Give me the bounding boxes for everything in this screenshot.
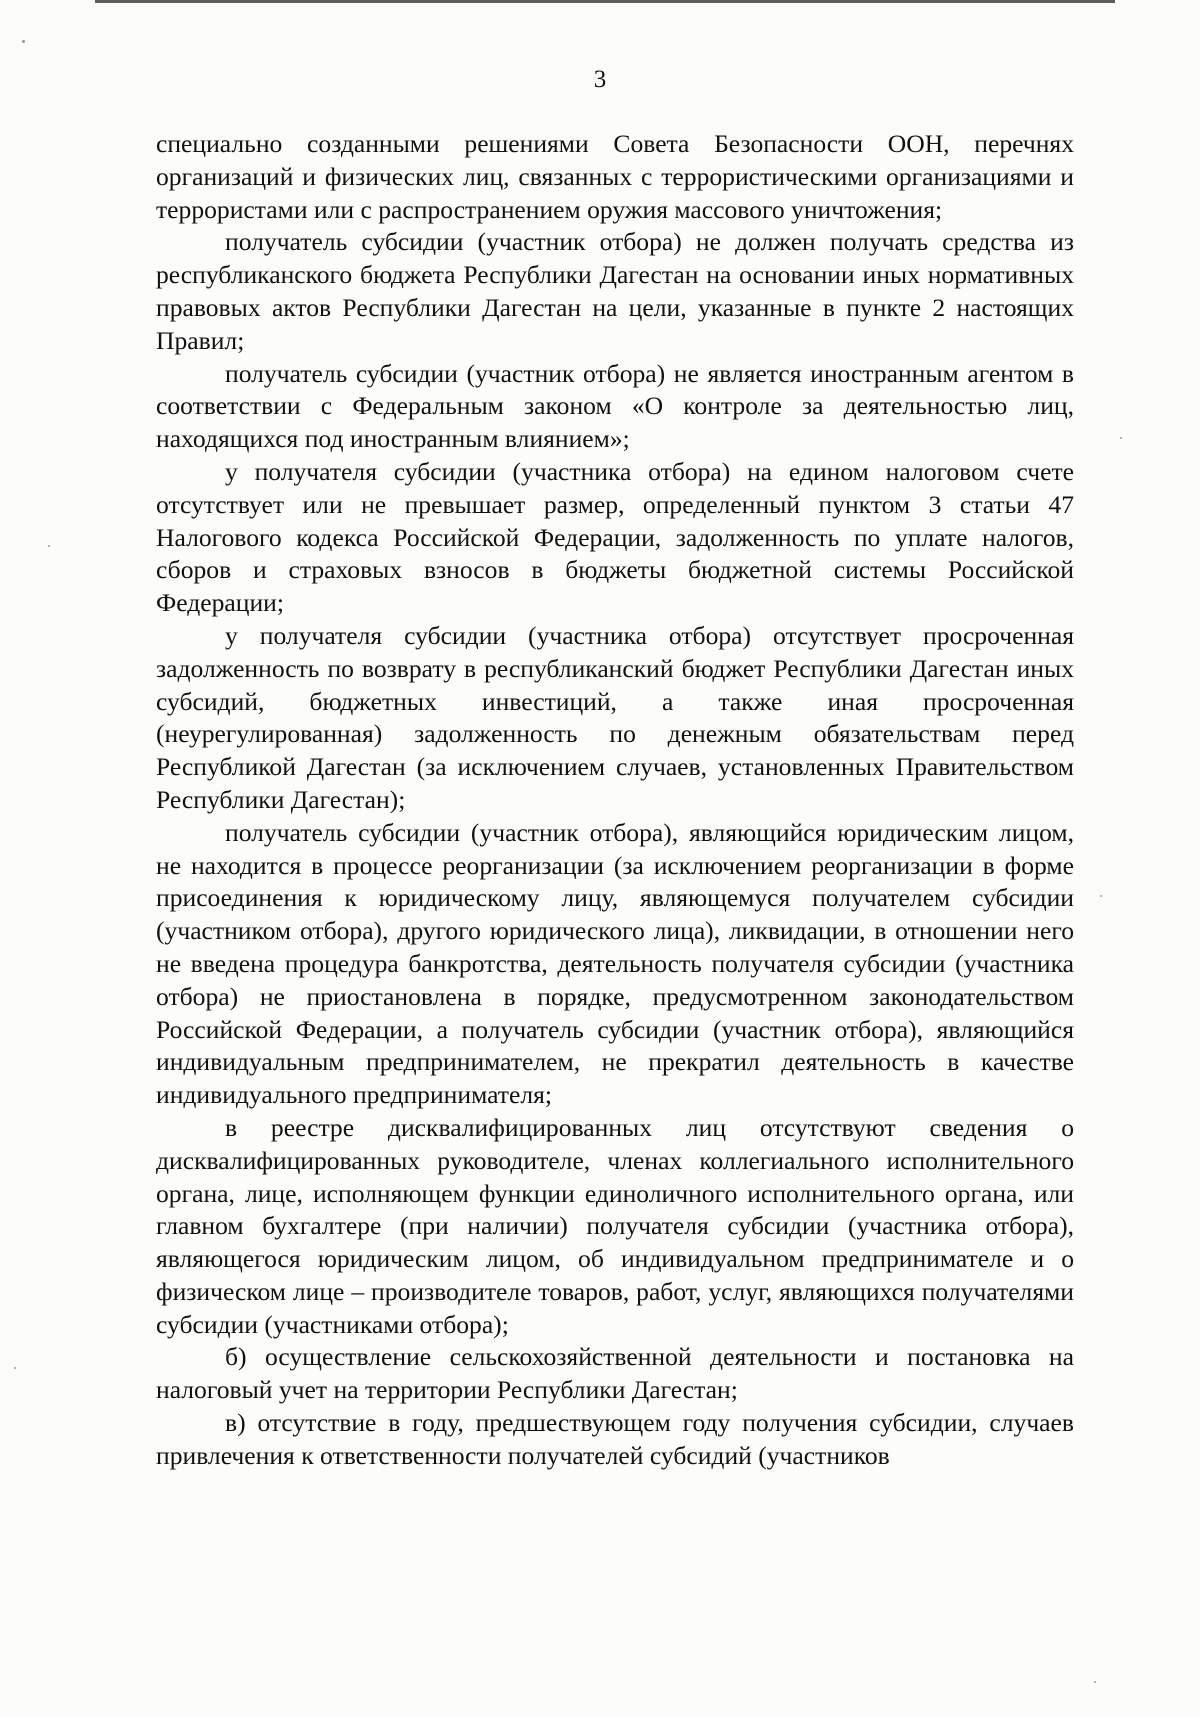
paragraph: в реестре дисквалифицированных лиц отсутствуют сведения о дисквалифицированных руководителе, членах коллегиального исполнительного органа, лице, исполняющем функции единоличного исполнительного органа, или главном бухгалтере (при наличии) получателя субсидии (участника отбора), являющегося юридическим лицом, об индивидуальном предпринимателе и о физическом лице – производителе товаров, работ, услуг, являющихся получателями субсидии (участниками отбора); (156, 1112, 1074, 1339)
paragraph: получатель субсидии (участник отбора) не должен получать средства из республиканского бюджета Республики Дагестан на основании иных нормативных правовых актов Республики Дагестан на цели, указанные в пункте 2 настоящих Правил; (156, 227, 1074, 355)
paragraph: у получателя субсидии (участника отбора) на едином налоговом счете отсутствует или не превышает размер, определенный пунктом 3 статьи 47 Налогового кодекса Российской Федерации, задолженность по уплате налогов, сборов и страховых взносов в бюджеты бюджетной системы Российской Федерации; (156, 456, 1074, 618)
scan-speck (48, 545, 50, 547)
scan-speck (1120, 437, 1122, 439)
paragraph: получатель субсидии (участник отбора), являющийся юридическим лицом, не находится в процессе реорганизации (за исключением реорганизации в форме присоединения к юридическому лицу, являющемуся получателем субсидии (участником отбора), другого юридического лица), ликвидации, в отношении него не введена процедура банкротства, деятельность получателя субсидии (участника отбора) не приостановлена в порядке, предусмотренном законодательством Российской Федерации, а получатель субсидии (участник отбора), являющийся индивидуальным предпринимателем, не прекратил деятельность в качестве индивидуального предпринимателя; (156, 817, 1074, 1110)
scan-speck (1100, 895, 1102, 897)
paragraph: получатель субсидии (участник отбора) не является иностранным агентом в соответствии с Федеральным законом «О контроле за деятельностью лиц, находящихся под иностранным влиянием»; (156, 358, 1074, 454)
paragraph-continues: в) отсутствие в году, предшествующем году получения субсидии, случаев привлечения к ответственности получателей субсидий (участников (156, 1408, 1074, 1470)
scan-speck (1094, 1681, 1096, 1683)
paragraph-continuation: специально созданными решениями Совета Безопасности ООН, перечнях организаций и физических лиц, связанных с террористическими организациями и террористами или с распространением оружия массового уничтожения; (156, 129, 1074, 224)
scan-speck (22, 40, 25, 43)
scan-edge-line (95, 0, 1115, 3)
scan-speck (14, 1367, 16, 1369)
page-number: 3 (593, 66, 607, 93)
document-body (156, 128, 1074, 1473)
paragraph: у получателя субсидии (участника отбора) отсутствует просроченная задолженность по возврату в республиканский бюджет Республики Дагестан иных субсидий, бюджетных инвестиций, а также иная просроченная (неурегулированная) задолженность по денежным обязательствам перед Республикой Дагестан (за исключением случаев, установленных Правительством Республики Дагестан); (156, 620, 1074, 814)
paragraph: б) осуществление сельскохозяйственной деятельности и постановка на налоговый учет на территории Республики Дагестан; (156, 1342, 1074, 1405)
